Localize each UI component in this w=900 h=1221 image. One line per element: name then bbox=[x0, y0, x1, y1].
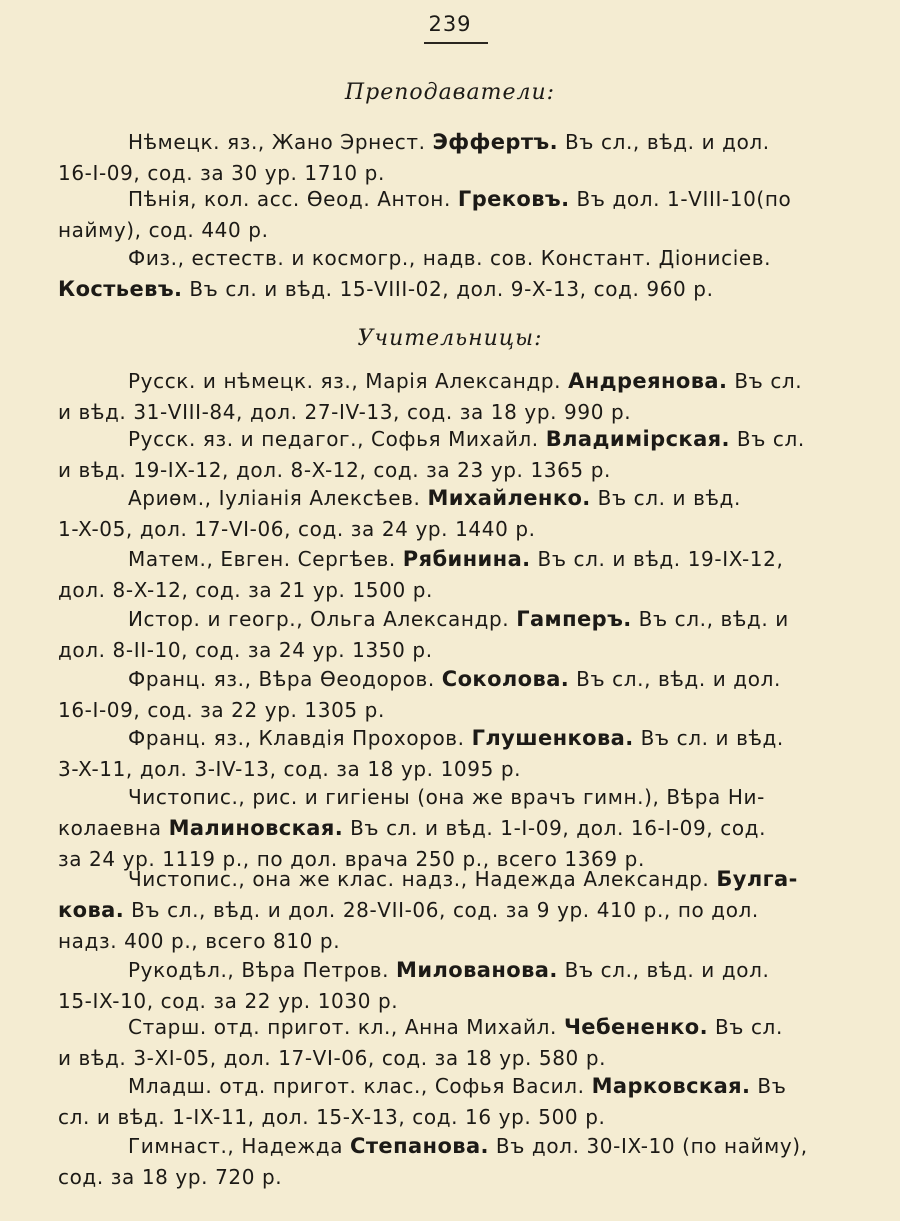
person-name: Степанова. bbox=[350, 1134, 489, 1158]
entry-malinovskaya: Чистопис., рис. и гигіены (она же врачъ гимн.), Вѣра Ни- колаевна Малиновская. Въ сл. и вѣд. 1-I-09, дол. 16-I-09, сод. за 24 ур. 1119 р., по дол. врача 250 р., всего 1369 р. bbox=[58, 785, 767, 871]
entry-gamper: Истор. и геогр., Ольга Александр. Гамперъ. Въ сл., вѣд. и дол. 8-II-10, сод. за 24 ур. 1350 р. bbox=[58, 607, 789, 662]
person-name: кова. bbox=[58, 898, 125, 922]
person-name: Марковская. bbox=[591, 1074, 751, 1098]
entry-stepanova: Гимнаст., Надежда Степанова. Въ дол. 30-IX-10 (по найму), сод. за 18 ур. 720 р. bbox=[58, 1134, 808, 1189]
section-heading-teachers: Преподаватели: bbox=[344, 80, 556, 105]
entry-milovanova: Рукодѣл., Вѣра Петров. Милованова. Въ сл., вѣд. и дол. 15-IX-10, сод. за 22 ур. 1030 р. bbox=[58, 958, 770, 1013]
person-name: Андреянова. bbox=[568, 369, 728, 393]
entry-glushenkova: Франц. яз., Клавдія Прохоров. Глушенкова. Въ сл. и вѣд. 3-X-11, дол. 3-IV-13, сод. за 18 ур. 1095 р. bbox=[58, 726, 784, 781]
person-name: Милованова. bbox=[396, 958, 558, 982]
person-name: Малиновская. bbox=[168, 816, 344, 840]
entry-andreyanova: Русск. и нѣмецк. яз., Марія Александр. Андреянова. Въ сл. и вѣд. 31-VIII-84, дол. 27-IV-13, сод. за 18 ур. 990 р. bbox=[58, 369, 803, 424]
entry-chebenenko: Старш. отд. пригот. кл., Анна Михайл. Чебененко. Въ сл. и вѣд. 3-XI-05, дол. 17-VI-06, сод. за 18 ур. 580 р. bbox=[58, 1015, 783, 1070]
page-number-rule bbox=[424, 42, 488, 44]
section-heading-women-teachers: Учительницы: bbox=[357, 326, 543, 351]
person-name: Булга- bbox=[716, 867, 798, 891]
entry-kostyev: Физ., естеств. и космогр., надв. сов. Констант. Діонисіев. Костьевъ. Въ сл. и вѣд. 15-VIII-02, дол. 9-X-13, сод. 960 р. bbox=[58, 246, 772, 301]
person-name: Грековъ. bbox=[457, 187, 570, 211]
entry-ryabinina: Матем., Евген. Сергѣев. Рябинина. Въ сл. и вѣд. 19-IX-12, дол. 8-X-12, сод. за 21 ур. 1500 р. bbox=[58, 547, 784, 602]
person-name: Соколова. bbox=[441, 667, 570, 691]
person-name: Владимірская. bbox=[545, 427, 730, 451]
page-number: 239 bbox=[428, 12, 472, 36]
person-name: Рябинина. bbox=[402, 547, 531, 571]
person-name: Гамперъ. bbox=[516, 607, 632, 631]
entry-grekov: Пѣнія, кол. асс. Ѳеод. Антон. Грековъ. Въ дол. 1-VIII-10(по найму), сод. 440 р. bbox=[58, 187, 792, 242]
person-name: Чебененко. bbox=[563, 1015, 708, 1039]
person-name: Михайленко. bbox=[427, 486, 591, 510]
entry-vladimirskaya: Русск. яз. и педагог., Софья Михайл. Владимірская. Въ сл. и вѣд. 19-IX-12, дол. 8-X-12, сод. за 23 ур. 1365 р. bbox=[58, 427, 805, 482]
entry-sokolova: Франц. яз., Вѣра Ѳеодоров. Соколова. Въ сл., вѣд. и дол. 16-I-09, сод. за 22 ур. 1305 р. bbox=[58, 667, 781, 722]
entry-markovskaya: Младш. отд. пригот. клас., Софья Васил. Марковская. Въ сл. и вѣд. 1-IX-11, дол. 15-X-13, сод. 16 ур. 500 р. bbox=[58, 1074, 787, 1129]
person-name: Глушенкова. bbox=[471, 726, 634, 750]
person-name: Костьевъ. bbox=[58, 277, 183, 301]
entry-bulgakova: Чистопис., она же клас. надз., Надежда Александр. Булга- кова. Въ сл., вѣд. и дол. 28-VII-06, сод. за 9 ур. 410 р., по дол. надз. 400 р., всего 810 р. bbox=[58, 867, 798, 953]
entry-mikhaylenko: Ариѳм., Іуліанія Алексѣев. Михайленко. Въ сл. и вѣд. 1-X-05, дол. 17-VI-06, сод. за 24 ур. 1440 р. bbox=[58, 486, 741, 541]
person-name: Эффертъ. bbox=[432, 130, 558, 154]
entry-effert: Нѣмецк. яз., Жано Эрнест. Эффертъ. Въ сл., вѣд. и дол. 16-I-09, сод. за 30 ур. 1710 р. bbox=[58, 130, 770, 185]
